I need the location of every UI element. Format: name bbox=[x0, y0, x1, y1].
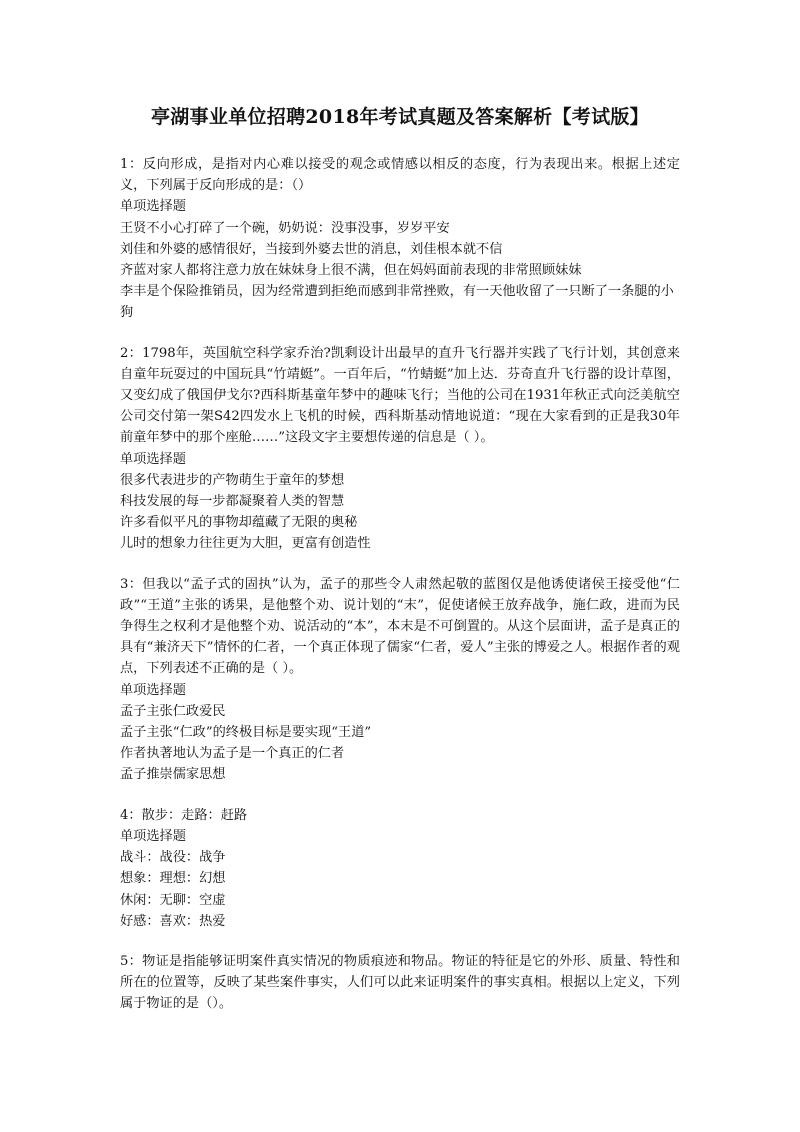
option-d: 孟子推崇儒家思想 bbox=[120, 767, 226, 783]
question-5 bbox=[120, 951, 680, 1015]
question-stem: 4：散步：走路：赶路 bbox=[120, 807, 248, 823]
question-type: 单项选择题 bbox=[120, 828, 186, 844]
option-d: 儿时的想象力往往更为大胆，更富有创造性 bbox=[120, 536, 371, 552]
question-type: 单项选择题 bbox=[120, 682, 186, 698]
option-d: 好感：喜欢：热爱 bbox=[120, 913, 226, 929]
option-a: 很多代表进步的产物萌生于童年的梦想 bbox=[120, 472, 345, 488]
question-1 bbox=[120, 154, 680, 324]
question-type: 单项选择题 bbox=[120, 451, 186, 467]
option-c: 齐蓝对家人都将注意力放在妹妹身上很不满，但在妈妈面前表现的非常照顾妹妹 bbox=[120, 263, 582, 279]
question-2 bbox=[120, 343, 680, 555]
question-type: 单项选择题 bbox=[120, 199, 186, 215]
option-b: 刘佳和外婆的感情很好，当接到外婆去世的消息，刘佳根本就不信 bbox=[120, 241, 503, 257]
question-stem: 5：物证是指能够证明案件真实情况的物质痕迹和物品。物证的特征是它的外形、质量、特性和所在的位置等，反映了某些案件事实，人们可以此来证明案件的事实真相。根据以上定义，下列属于物证的是（）。 bbox=[120, 953, 680, 1012]
option-a: 王贤不小心打碎了一个碗，奶奶说：没事没事，岁岁平安 bbox=[120, 220, 450, 236]
option-d: 李丰是个保险推销员，因为经常遭到拒绝而感到非常挫败，有一天他收留了一只断了一条腿的小狗 bbox=[120, 284, 674, 321]
option-a: 战斗：战役：战争 bbox=[120, 850, 226, 866]
option-b: 想象：理想：幻想 bbox=[120, 871, 226, 887]
question-3 bbox=[120, 574, 680, 786]
question-stem: 3：但我以“孟子式的固执”认为，孟子的那些令人肃然起敬的蓝图仅是他诱使诸侯王接受他“仁政”“王道”主张的诱果，是他整个劝、说计划的“末”，促使诸候王放弃战争，施仁政，进而为民争得生之权利才是他整个劝、说活动的“本”，本末是不可倒置的。从这个层面讲，孟子是真正的具有“兼济天下”情怀的仁者，一个真正体现了儒家“仁者，爱人”主张的博爱之人。根据作者的观点，下列表述不正确的是（ ）。 bbox=[120, 576, 680, 677]
question-4 bbox=[120, 805, 680, 932]
question-stem: 1：反向形成，是指对内心难以接受的观念或情感以相反的态度，行为表现出来。根据上述定义，下列属于反向形成的是：（） bbox=[120, 157, 680, 194]
option-a: 孟子主张仁政爱民 bbox=[120, 703, 226, 719]
question-list bbox=[120, 154, 680, 1015]
option-c: 休闲：无聊：空虚 bbox=[120, 892, 226, 908]
option-c: 作者执著地认为孟子是一个真正的仁者 bbox=[120, 746, 345, 762]
option-b: 孟子主张“仁政”的终极目标是要实现“王道” bbox=[120, 725, 372, 741]
option-c: 许多看似平凡的事物却蕴藏了无限的奥秘 bbox=[120, 515, 358, 531]
document-title: 亭湖事业单位招聘2018年考试真题及答案解析【考试版】 bbox=[151, 106, 649, 128]
option-b: 科技发展的每一步都凝聚着人类的智慧 bbox=[120, 494, 345, 510]
question-stem: 2：1798年，英国航空科学家乔治?凯剩设计出最早的直升飞行器并实践了飞行计划，其创意来自童年玩耍过的中国玩具“竹靖蜓”。一百年后，“竹蜻蜓”加上达．芬奇直升飞行器的设计草图，又变幻成了俄国伊戈尔?西科斯基童年梦中的趣味飞行；当他的公司在1931年秋正式向泛美航空公司交付第一架S42四发水上飞机的时候，西科斯基动情地说道：“现在大家看到的正是我30年前童年梦中的那个座舱……”这段文字主要想传递的信息是（ ）。 bbox=[120, 345, 680, 446]
